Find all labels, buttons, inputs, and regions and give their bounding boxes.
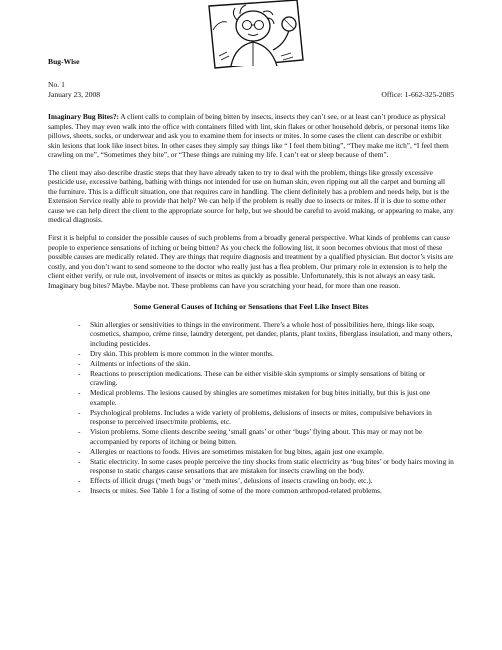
newsletter-title: Bug-Wise bbox=[48, 57, 80, 66]
bullet-dash: - bbox=[78, 319, 81, 329]
bullet-dash: - bbox=[78, 476, 81, 486]
list-item: - Dry skin. This problem is more common in the winter months. bbox=[78, 348, 274, 358]
paragraph-intro bbox=[48, 112, 454, 160]
issue-date: January 23, 2008 bbox=[48, 90, 101, 99]
bullet-dash: - bbox=[78, 388, 81, 398]
list-item: - Vision problems. Some clients describe seeing ‘small gnats’ or other ‘bugs’ flying about. This may or may not be accompanied by reports of itching or being bitten. bbox=[78, 427, 423, 446]
issue-number: No. 1 bbox=[48, 80, 65, 89]
scientist-cartoon-illustration bbox=[197, 0, 307, 72]
list-item: - Psychological problems. Includes a wide variety of problems, delusions of insects or mites, compulsive behaviors in response to perceived insect/mite problems, etc. bbox=[78, 407, 432, 427]
list-item: - Insects or mites. See Table 1 for a listing of some of the more common arthropod-related problems. bbox=[78, 486, 382, 496]
bullet-dash: - bbox=[78, 456, 81, 466]
paragraph-text: A client calls to complain of being bitten by insects, insects they can’t see, or at least can’t produce as physical samples. They may even walk into the office with containers filled with lint, skin flakes or other household debris, or personal items like pillows, sheets, socks, or underwear and ask you to examine them for insects or mites. In some cases the client can describe or exhibit skin lesions that look like insect bites. In other cases they simply say things like “ I feel them biting”, “They make me itch”, “I feel them crawling on me”, “Sometimes they bite”, or “These things are ruining my life. I can’t eat or sleep because of them”. bbox=[48, 112, 450, 159]
bullet-dash: - bbox=[78, 486, 81, 496]
paragraph-client-steps: The client may also describe drastic steps that they have already taken to try to deal with the problem, things like grossly excessive pesticide use, excessive bathing, bathing with things not intended for use on human skin, even ripping out all the carpet and burning all the furniture. This is a difficult situation, one that requires care in handling. The client definitely has a problem and needs help, but is the Extension Service really able to provide that help? We can help if the problem is really due to insects or mites. If it is due to some other cause we can help direct the client to the appropriate source for help, but we should be careful to avoid making, or appearing to make, any medical diagnosis. bbox=[48, 167, 454, 225]
bullet-dash: - bbox=[78, 446, 81, 456]
list-item: - Effects of illicit drugs (‘meth bugs’ or ‘meth mites’, delusions of insects crawling on body, etc.). bbox=[78, 476, 373, 486]
bullet-dash: - bbox=[78, 348, 81, 358]
list-item: - Allergies or reactions to foods. Hives are sometimes mistaken for bug bites, again just one example. bbox=[78, 446, 384, 456]
bullet-dash: - bbox=[78, 407, 81, 417]
paragraph-perspective: First it is helpful to consider the possible causes of such problems from a broadly general perspective. What kinds of problems can cause people to experience sensations of itching or being bitten? As you check the following list, it soon becomes obvious that most of these possible causes are medically related. They are things that require diagnosis and treatment by a qualified physician. But doctor’s visits are costly, and you don’t want to send someone to the doctor who really just has a flea problem. Our primary role in extension is to help the client either verify, or rule out, involvement of insects or mites as quickly as possible. Unfortunately, this is not always an easy task. Imaginary bug bites? Maybe. Maybe not. These problems can have you scratching your head, for more than one reason. bbox=[48, 233, 454, 290]
article-body bbox=[48, 112, 454, 496]
list-item: - Medical problems. The lesions caused by shingles are sometimes mistaken for bug bites initially, but this is just one example. bbox=[78, 388, 431, 407]
issue-date-row bbox=[48, 90, 454, 99]
article-heading: Imaginary Bug Bites?: bbox=[48, 112, 119, 121]
causes-list bbox=[48, 320, 454, 496]
bullet-dash: - bbox=[78, 358, 81, 368]
office-phone: Office: 1-662-325-2085 bbox=[381, 90, 454, 99]
list-item: - Ailments or infections of the skin. bbox=[78, 358, 191, 368]
bullet-dash: - bbox=[78, 368, 81, 378]
list-item: - Reactions to prescription medications. These can be either visible skin symptoms or simply sensations of biting or crawling. bbox=[78, 368, 426, 388]
list-item: - Skin allergies or sensitivities to things in the environment. There’s a whole host of possibilities here, things like soap, cosmetics, shampoo, crème rinse, laundry detergent, pet dander, plants, plant toxins, fiberglass insulation, and many others, including pesticides. bbox=[78, 319, 453, 348]
bullet-dash: - bbox=[78, 427, 81, 437]
section-title: Some General Causes of Itching or Sensations that Feel Like Insect Bites bbox=[133, 302, 369, 312]
list-item: - Static electricity. In some cases people perceive the tiny shocks from static electricity as ‘bug bites’ or body hairs moving in response to static charges cause sensations that are mistaken for insects crawling on the body. bbox=[78, 456, 454, 476]
